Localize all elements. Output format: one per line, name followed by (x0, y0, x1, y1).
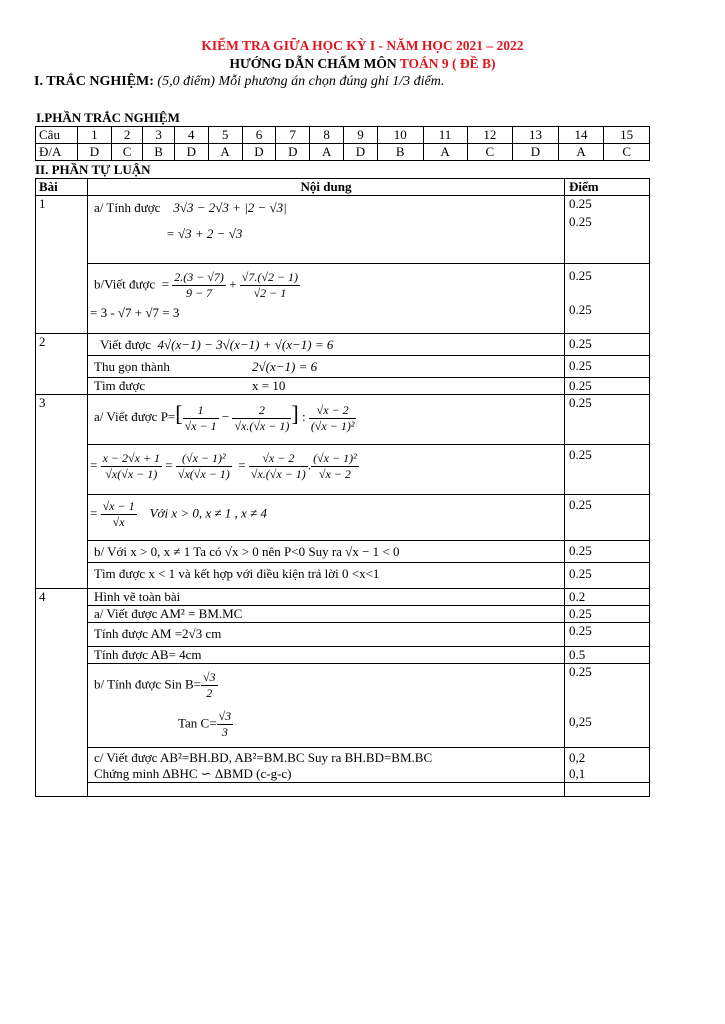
question-number: 12 (467, 127, 513, 144)
answer-letter: B (377, 144, 423, 161)
b2-r3-label: Tìm được (94, 378, 146, 393)
score-cell (565, 606, 650, 623)
table-row (36, 563, 650, 589)
score: 0.25 (569, 606, 592, 621)
b2-r2-label: Thu gọn thành (94, 359, 170, 374)
content-cell (88, 563, 565, 589)
fraction-den: √x − 2 (318, 467, 351, 481)
score-cell (565, 623, 650, 647)
table-header-row (36, 179, 650, 196)
section-1-label: I. TRẮC NGHIỆM: (34, 74, 154, 89)
answer-letter: D (513, 144, 559, 161)
content-cell: b/Viết được = $\frac{2.(3 - √7)}{9 - 7}$ + $\frac{√7.(√2 - 1)}{√2 - 1}$ = 3 - √7 + √7 = 3 (88, 264, 565, 334)
content-cell (88, 378, 565, 395)
subtitle-subject: TOÁN 9 ( ĐỀ B) (399, 56, 496, 71)
fraction-num: √7.(√2 − 1) (241, 270, 299, 284)
score: 0.2 (569, 589, 586, 604)
score: 0,2 (569, 750, 586, 765)
answer-letter: D (276, 144, 310, 161)
score: 0.25 (569, 566, 592, 581)
b1a-label: a/ Tính được (94, 200, 161, 215)
header-noidung: Nội dung (88, 179, 565, 196)
question-number: 15 (604, 127, 650, 144)
question-number: 9 (344, 127, 378, 144)
table-row (36, 378, 650, 395)
bai-number: 3 (36, 395, 88, 589)
b4-r1-text: Hình vẽ toàn bài (94, 589, 181, 604)
content-cell: = $\frac{√x - 1}{√x}$ Với x > 0, x ≠ 1 , x ≠ 4 (88, 495, 565, 541)
bai-number: 1 (36, 196, 88, 334)
score-cell (565, 589, 650, 606)
score: 0.25 (569, 302, 592, 317)
fraction-num: 2.(3 − √7) (174, 270, 224, 284)
score-cell (565, 495, 650, 541)
score-cell (565, 196, 650, 264)
score-cell (565, 664, 650, 748)
question-row-label: Câu (36, 127, 78, 144)
table-row (36, 606, 650, 623)
score-cell (565, 541, 650, 563)
question-number: 8 (310, 127, 344, 144)
answer-letter: C (111, 144, 143, 161)
table-row (36, 748, 650, 783)
question-number: 1 (78, 127, 112, 144)
fraction (309, 403, 357, 434)
answer-letter: C (604, 144, 650, 161)
question-number: 14 (558, 127, 604, 144)
b2-r3-expr: x = 10 (252, 378, 286, 393)
question-number: 3 (143, 127, 175, 144)
content-cell (88, 664, 565, 748)
table-row (36, 334, 650, 356)
score: 0.25 (569, 336, 592, 351)
fraction-num: 1 (183, 403, 219, 419)
answer-letter: A (310, 144, 344, 161)
content-cell: a/ Viết được P=[ $\frac{1}{√x - 1}$ − $\frac{2}{√x.(√x - 1)}$ ] : $\frac{√x - 2}{\text{(√x − 1)²}}$ (88, 395, 565, 445)
answer-table (35, 126, 650, 161)
content-cell (88, 541, 565, 563)
fraction-den: (√x − 1)² (310, 418, 355, 433)
content-cell (88, 623, 565, 647)
answer-letter: D (78, 144, 112, 161)
score: 0.5 (569, 647, 586, 662)
table-row (36, 445, 650, 495)
section-1-heading (34, 74, 444, 90)
fraction-den: √x(√x − 1) (177, 467, 230, 481)
question-number: 4 (174, 127, 208, 144)
score: 0.25 (569, 214, 592, 229)
answer-letter: A (208, 144, 242, 161)
score: 0.25 (569, 395, 592, 410)
fraction (201, 670, 218, 701)
fraction (311, 451, 359, 482)
score-cell (565, 378, 650, 395)
b3b-text: b/ Với x > 0, x ≠ 1 Ta có √x > 0 nên P<0 Suy ra √x − 1 < 0 (94, 544, 400, 559)
table-row (36, 664, 650, 748)
score: 0.25 (569, 497, 592, 512)
fraction-den: √x.(√x − 1) (234, 418, 290, 433)
fraction (249, 451, 308, 482)
b1b-label: b/Viết được (94, 276, 156, 292)
b2-r2-expr: 2√(x−1) = 6 (252, 359, 318, 374)
answer-letter: D (242, 144, 276, 161)
b4-r7-line2: Chứng minh ΔBHC ∽ ΔBMD (c-g-c) (94, 766, 292, 781)
section-1-note: (5,0 điểm) Mỗi phương án chọn đúng ghi 1/3 điểm. (153, 74, 445, 89)
b3a-label: a/ Viết được P= (94, 409, 176, 424)
fraction (101, 451, 162, 482)
fraction (176, 451, 232, 482)
fraction-den: √x.(√x − 1) (250, 467, 306, 481)
fraction (172, 270, 226, 301)
table-row (36, 647, 650, 664)
table-row (36, 623, 650, 647)
content-cell (88, 606, 565, 623)
fraction-num: √x − 2 (249, 451, 308, 467)
b3-condition: Với x > 0, x ≠ 1 , x ≠ 4 (149, 505, 267, 521)
score: 0,1 (569, 766, 586, 781)
score: 0,25 (569, 714, 592, 729)
fraction-den: √x − 1 (184, 418, 217, 433)
score-cell (565, 783, 650, 797)
content-cell (88, 196, 565, 264)
answer-letter: A (558, 144, 604, 161)
score: 0.25 (569, 378, 592, 393)
bai-number: 2 (36, 334, 88, 395)
answer-row (36, 144, 650, 161)
score: 0.25 (569, 664, 592, 679)
b4-r5-label: b/ Tính được Sin B= (94, 676, 201, 692)
mc-heading: I.PHẦN TRẮC NGHIỆM (36, 110, 180, 125)
fraction-num: √x − 1 (102, 499, 135, 513)
question-number: 7 (276, 127, 310, 144)
table-row (36, 589, 650, 606)
b2-r1-label: Viết được (100, 337, 152, 352)
fraction-den: 2 (206, 686, 213, 700)
table-row (36, 783, 650, 797)
content-cell (88, 748, 565, 783)
answer-letter: A (423, 144, 467, 161)
score-cell (565, 748, 650, 783)
bai-number: 4 (36, 589, 88, 797)
question-number: 10 (377, 127, 423, 144)
score-cell (565, 445, 650, 495)
header-diem: Điểm (565, 179, 650, 196)
answer-letter: D (174, 144, 208, 161)
fraction-den: √x(√x − 1) (105, 467, 158, 481)
question-number: 2 (111, 127, 143, 144)
b4-r2-text: a/ Viết được AM² = BM.MC (94, 606, 243, 621)
content-cell (88, 334, 565, 356)
score-cell (565, 563, 650, 589)
question-number: 11 (423, 127, 467, 144)
table-row (36, 196, 650, 264)
score-cell (565, 647, 650, 664)
b4-r6-label: Tan C= (178, 715, 217, 731)
bracket-open: [ (175, 401, 183, 426)
b1a-result: = √3 + 2 − √3 (166, 226, 243, 241)
question-number: 5 (208, 127, 242, 144)
fraction (183, 403, 219, 434)
question-number: 6 (242, 127, 276, 144)
score: 0.25 (569, 196, 592, 211)
fraction-num: √3 (202, 670, 216, 684)
table-row (36, 395, 650, 445)
b2-r1-expr: 4√(x−1) − 3√(x−1) + √(x−1) = 6 (157, 337, 334, 352)
score-cell (565, 264, 650, 334)
page-title: KIỂM TRA GIỮA HỌC KỲ I - NĂM HỌC 2021 – 2022 (201, 38, 524, 53)
content-cell (88, 647, 565, 664)
fraction-den: 3 (221, 725, 228, 739)
content-cell (88, 589, 565, 606)
score: 0.25 (569, 623, 592, 638)
fraction (217, 709, 234, 740)
b4-r7-line1: c/ Viết được AB²=BH.BD, AB²=BM.BC Suy ra BH.BD=BM.BC (94, 750, 433, 765)
table-row (36, 495, 650, 541)
fraction-num: (√x − 1)² (313, 451, 357, 465)
score-cell (565, 395, 650, 445)
score-cell (565, 356, 650, 378)
score: 0.25 (569, 543, 592, 558)
b4-r4-text: Tính được AB= 4cm (94, 647, 202, 662)
table-row (36, 356, 650, 378)
b1b-result: = 3 - √7 + √7 = 3 (90, 305, 180, 320)
answer-letter: B (143, 144, 175, 161)
answer-row-label: Đ/A (36, 144, 78, 161)
answer-letter: D (344, 144, 378, 161)
b3c-text: Tìm được x < 1 và kết hợp với điều kiện trả lời 0 <x<1 (94, 566, 380, 581)
question-number: 13 (513, 127, 559, 144)
table-row (36, 264, 650, 334)
fraction (101, 499, 137, 530)
content-cell (88, 783, 565, 797)
content-cell (88, 356, 565, 378)
fraction-den: √x (112, 515, 125, 529)
score: 0.25 (569, 358, 592, 373)
b1a-expr: 3√3 − 2√3 + |2 − √3| (173, 200, 287, 215)
page-subtitle (0, 56, 725, 72)
score: 0.25 (569, 268, 592, 283)
grading-table (35, 178, 650, 797)
fraction-den: √2 − 1 (253, 286, 287, 300)
fraction-num: 2 (232, 403, 291, 419)
score-cell (565, 334, 650, 356)
header-bai: Bài (36, 179, 88, 196)
section-2-heading: II. PHẦN TỰ LUẬN (35, 162, 151, 177)
b4-r3-text: Tính được AM =2√3 cm (94, 626, 222, 641)
score: 0.25 (569, 447, 592, 462)
fraction-den: 9 − 7 (186, 286, 213, 300)
answer-letter: C (467, 144, 513, 161)
fraction (232, 403, 291, 434)
fraction-num: √3 (218, 709, 232, 723)
fraction-num: (√x − 1)² (176, 451, 232, 467)
subtitle-text: HƯỚNG DẪN CHẤM MÔN (229, 56, 400, 71)
bracket-close: ] (291, 401, 299, 426)
content-cell: = $\frac{x - 2√x + 1}{√x(√x - 1)}$ = $\frac{\text{(√x − 1)²}}{√x(√x - 1)}$ = $\frac{√x - 2}{√x.(√x - 1)}$ . $\frac{\text{(√x − 1)²}}{√x - 2}$ (88, 445, 565, 495)
question-row (36, 127, 650, 144)
fraction-num: x − 2√x + 1 (102, 451, 161, 465)
table-row (36, 541, 650, 563)
fraction (240, 270, 300, 301)
fraction-num: √x − 2 (309, 403, 357, 419)
